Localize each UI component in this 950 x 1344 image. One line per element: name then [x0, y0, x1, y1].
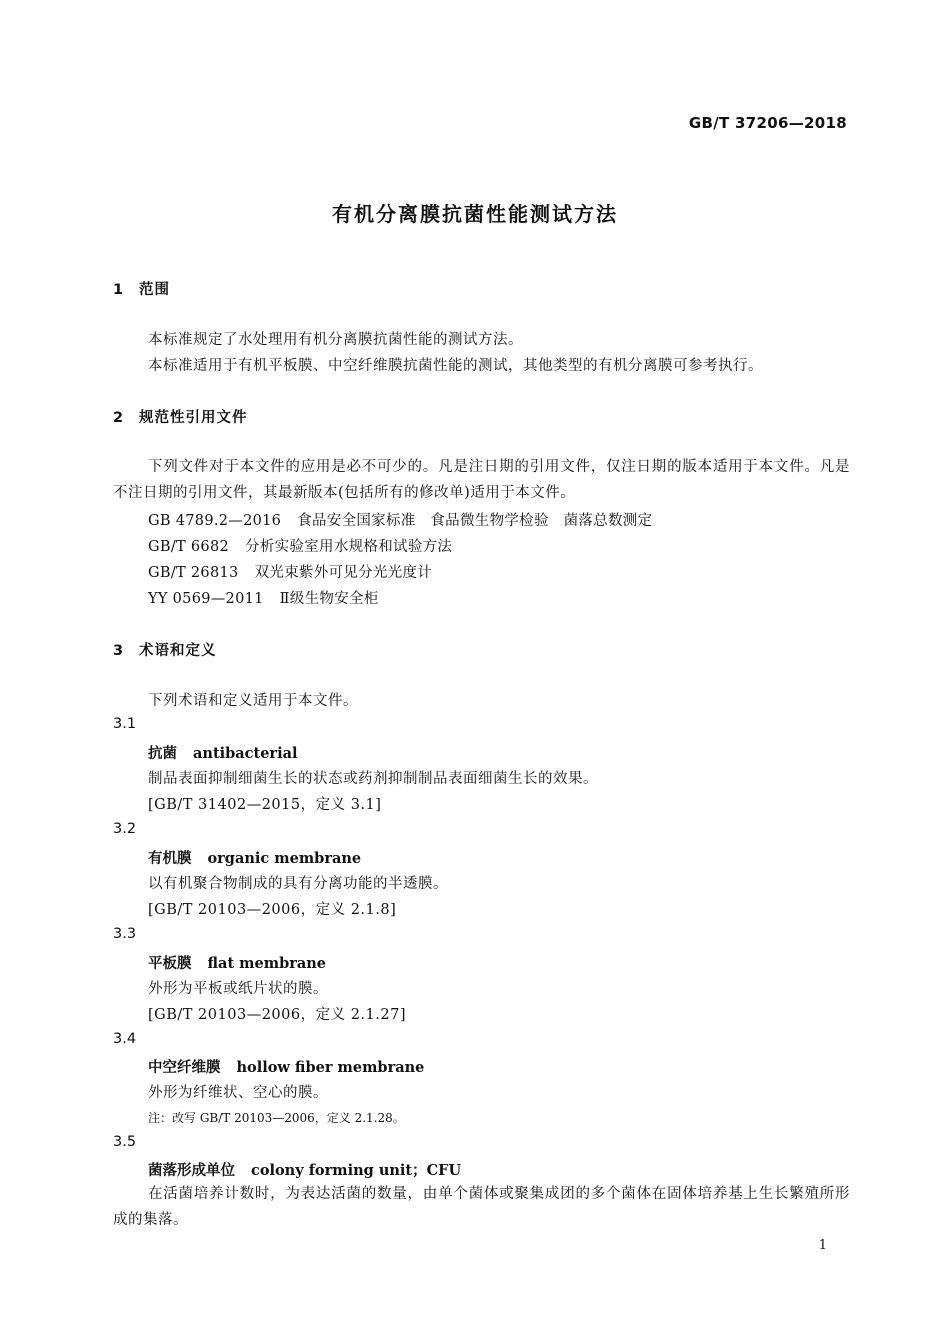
reference-code: GB 4789.2—2016: [148, 513, 282, 529]
term-definition: 在活菌培养计数时，为表达活菌的数量，由单个菌体或聚集成团的多个菌体在固体培养基上生长繁殖所形成的集落。: [113, 1186, 850, 1228]
reference-code: GB/T 26813: [148, 565, 239, 581]
term-definition: 外形为平板或纸片状的膜。: [148, 981, 328, 997]
section-title: 术语和定义: [139, 643, 217, 659]
term-source: [GB/T 20103—2006，定义 2.1.27]: [148, 1007, 406, 1023]
standard-code: GB/T 37206—2018: [688, 114, 847, 132]
reference-name: 分析实验室用水规格和试验方法: [245, 539, 453, 555]
term-definition: 以有机聚合物制成的具有分离功能的半透膜。: [148, 876, 448, 892]
section-number: 1: [113, 282, 125, 298]
term-name-english: antibacterial: [193, 745, 298, 762]
term-name-english: organic membrane: [207, 850, 362, 867]
section-number: 3: [113, 643, 125, 659]
scope-paragraph-2: 本标准适用于有机平板膜、中空纤维膜抗菌性能的测试，其他类型的有机分离膜可参考执行。: [148, 358, 763, 374]
section-title: 规范性引用文件: [139, 410, 248, 426]
term-number: 3.1: [113, 716, 137, 732]
section-title: 范围: [139, 282, 170, 298]
document-title: 有机分离膜抗菌性能测试方法: [332, 202, 618, 226]
terms-intro: 下列术语和定义适用于本文件。: [148, 693, 358, 709]
term-number: 3.2: [113, 821, 137, 837]
term-definition: 外形为纤维状、空心的膜。: [148, 1085, 328, 1101]
reference-name: 双光束紫外可见分光光度计: [254, 565, 433, 581]
scope-paragraph-1: 本标准规定了水处理用有机分离膜抗菌性能的测试方法。: [148, 332, 523, 348]
references-intro: 下列文件对于本文件的应用是必不可少的。凡是注日期的引用文件，仅注日期的版本适用于本文件。凡是不注日期的引用文件，其最新版本(包括所有的修改单)适用于本文件。: [113, 459, 850, 501]
term-name-chinese: 有机膜: [148, 851, 192, 867]
section-number: 2: [113, 410, 125, 426]
term-name-chinese: 抗菌: [148, 746, 177, 762]
section-1-heading: [113, 278, 170, 299]
term-name: [148, 952, 326, 973]
reference-name: 食品安全国家标准 食品微生物学检验 菌落总数测定: [297, 513, 653, 529]
term-number: 3.3: [113, 926, 137, 942]
term-name: [148, 742, 297, 763]
term-name-chinese: 中空纤维膜: [148, 1060, 221, 1076]
reference-item: [148, 587, 379, 608]
term-name-english: colony forming unit；CFU: [251, 1162, 462, 1179]
reference-name: Ⅱ级生物安全柜: [279, 591, 379, 607]
reference-item: [148, 535, 452, 556]
page-number: 1: [818, 1238, 827, 1253]
term-source: [GB/T 31402—2015，定义 3.1]: [148, 797, 382, 813]
term-number: 3.4: [113, 1031, 137, 1047]
term-definition: 制品表面抑制细菌生长的状态或药剂抑制制品表面细菌生长的效果。: [148, 771, 598, 787]
reference-code: GB/T 6682: [148, 539, 230, 555]
term-source: [GB/T 20103—2006，定义 2.1.8]: [148, 902, 397, 918]
term-name: [148, 1056, 424, 1077]
term-name: [148, 1159, 461, 1180]
term-number: 3.5: [113, 1134, 137, 1150]
reference-code: YY 0569—2011: [148, 591, 264, 607]
term-note: 注：改写 GB/T 20103—2006，定义 2.1.28。: [148, 1111, 405, 1125]
section-2-heading: [113, 406, 248, 427]
term-name-chinese: 菌落形成单位: [148, 1163, 235, 1179]
term-name-chinese: 平板膜: [148, 956, 192, 972]
term-name: [148, 847, 361, 868]
reference-item: [148, 561, 432, 582]
reference-item: [148, 509, 652, 530]
term-name-english: hollow fiber membrane: [236, 1059, 425, 1076]
term-name-english: flat membrane: [207, 955, 327, 972]
section-3-heading: [113, 639, 217, 660]
